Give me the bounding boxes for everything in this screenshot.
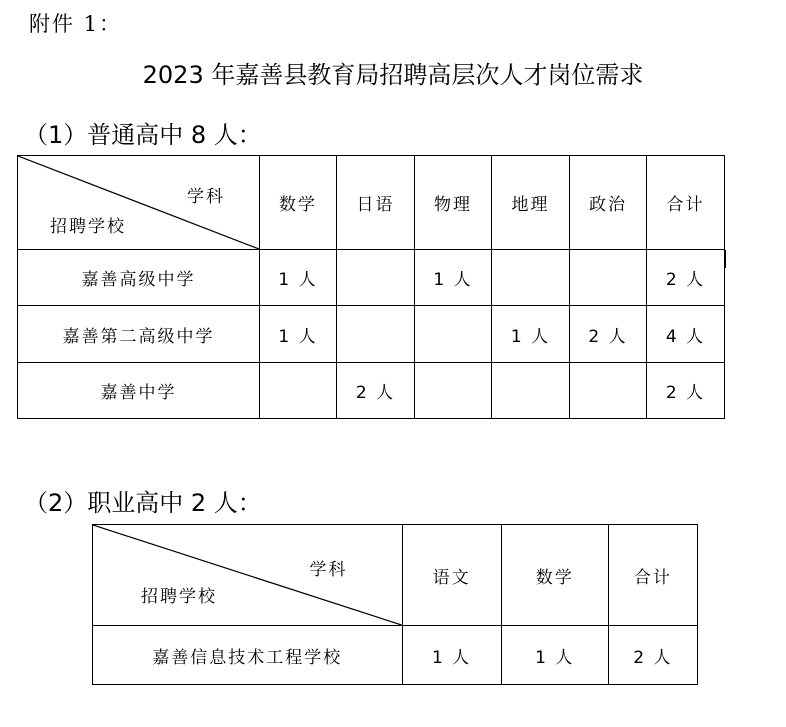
table-cell: 1 人: [402, 626, 501, 685]
table-cell: 2 人: [608, 626, 697, 685]
school-axis-label: 招聘学校: [141, 587, 217, 607]
table-cell: 2 人: [570, 306, 647, 363]
school-name: 嘉善信息技术工程学校: [93, 626, 403, 685]
table-cell: [337, 306, 415, 363]
diagonal-header-cell: [93, 525, 403, 626]
column-header: 合计: [647, 156, 725, 250]
table-cell: 1 人: [260, 250, 337, 306]
table-cell: 1 人: [260, 306, 337, 363]
school-name: 嘉善中学: [18, 363, 260, 419]
diagonal-header-cell: [18, 156, 260, 250]
attachment-label: 附件 1：: [29, 12, 123, 36]
school-axis-label: 招聘学校: [50, 217, 126, 237]
column-header: 语文: [402, 525, 501, 626]
vocational-high-school-table: [92, 524, 698, 685]
table-header-row: [93, 525, 698, 626]
column-header: 政治: [570, 156, 647, 250]
regular-high-school-table: [17, 155, 725, 419]
table-row: [93, 626, 698, 685]
column-header: 日语: [337, 156, 415, 250]
table-cell: 2 人: [337, 363, 415, 419]
text-cursor: [724, 250, 726, 268]
school-name: 嘉善高级中学: [18, 250, 260, 306]
table-row: [18, 363, 725, 419]
subject-axis-label: 学科: [309, 560, 348, 580]
table-cell: 1 人: [415, 250, 492, 306]
column-header: 数学: [260, 156, 337, 250]
table-cell: [260, 363, 337, 419]
table-cell: 2 人: [647, 363, 725, 419]
table-header-row: [18, 156, 725, 250]
table-cell: [337, 250, 415, 306]
table-cell: [415, 363, 492, 419]
school-name: 嘉善第二高级中学: [18, 306, 260, 363]
table-cell: 1 人: [492, 306, 570, 363]
table-cell: 4 人: [647, 306, 725, 363]
table-cell: 1 人: [501, 626, 608, 685]
column-header: 物理: [415, 156, 492, 250]
table-cell: [570, 250, 647, 306]
table-cell: 2 人: [647, 250, 725, 306]
column-header: 合计: [608, 525, 697, 626]
table-cell: [570, 363, 647, 419]
section1-heading: （1）普通高中 8 人：: [24, 121, 262, 149]
column-header: 地理: [492, 156, 570, 250]
column-header: 数学: [501, 525, 608, 626]
document-title: 2023 年嘉善县教育局招聘高层次人才岗位需求: [142, 61, 644, 89]
table-row: [18, 250, 725, 306]
subject-axis-label: 学科: [187, 187, 225, 207]
diagonal-line: [93, 525, 402, 625]
table-cell: [492, 363, 570, 419]
table-cell: [415, 306, 492, 363]
table-cell: [492, 250, 570, 306]
section2-heading: （2）职业高中 2 人：: [24, 489, 262, 517]
table-row: [18, 306, 725, 363]
